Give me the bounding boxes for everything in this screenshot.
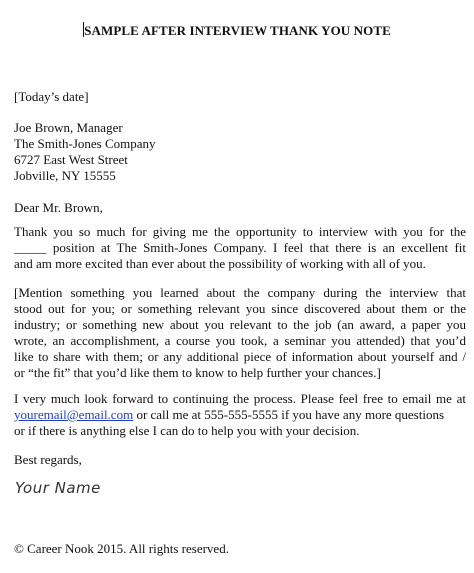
paragraph-line: I very much look forward to continuing the process. Please feel free to email me at	[14, 391, 466, 406]
paragraph-line: or if there is anything else I can do to help you with your decision.	[14, 423, 360, 438]
paragraph-line: like to share with them; or any additional piece of information about yourself and /	[14, 349, 466, 364]
paragraph-line: and am more excited than ever about the possibility of working with all of you.	[14, 256, 426, 271]
paragraph-line: stood out for you; or something relevant you since discovered about them or the	[14, 301, 466, 316]
recipient-city: Jobville, NY 15555	[14, 168, 116, 183]
signature: Your Name	[15, 479, 101, 497]
recipient-address	[14, 120, 466, 184]
date-placeholder: [Today’s date]	[14, 89, 89, 104]
document-title: SAMPLE AFTER INTERVIEW THANK YOU NOTE	[84, 23, 391, 38]
recipient-name: Joe Brown, Manager	[14, 120, 123, 135]
paragraph-mention	[14, 285, 466, 381]
email-link[interactable]: youremail@email.com	[14, 407, 134, 422]
paragraph-line: [Mention something you learned about the company during the interview that	[14, 285, 466, 300]
recipient-street: 6727 East West Street	[14, 152, 128, 167]
closing: Best regards,	[14, 452, 82, 467]
paragraph-line: Thank you so much for giving me the opportunity to interview with you for the	[14, 224, 466, 239]
paragraph-thanks	[14, 224, 466, 272]
paragraph-line: _____ position at The Smith-Jones Company. I feel that there is an excellent fit	[14, 240, 466, 255]
paragraph-line: industry; or something new about you relevant to the job (an award, a paper you	[14, 317, 466, 332]
recipient-company: The Smith-Jones Company	[14, 136, 156, 151]
paragraph-followup	[14, 391, 466, 439]
date-line	[14, 89, 466, 105]
paragraph-line: or “the fit” that you’d like them to know to help further your chances.]	[14, 365, 381, 380]
paragraph-line: youremail@email.com or call me at 555-555-5555 if you have any more questions	[14, 407, 445, 422]
salutation: Dear Mr. Brown,	[14, 200, 103, 215]
copyright-notice: © Career Nook 2015. All rights reserved.	[14, 541, 229, 556]
paragraph-line: wrote, an accomplishment, a course you took, a seminar you attended) that you’d	[14, 333, 466, 348]
